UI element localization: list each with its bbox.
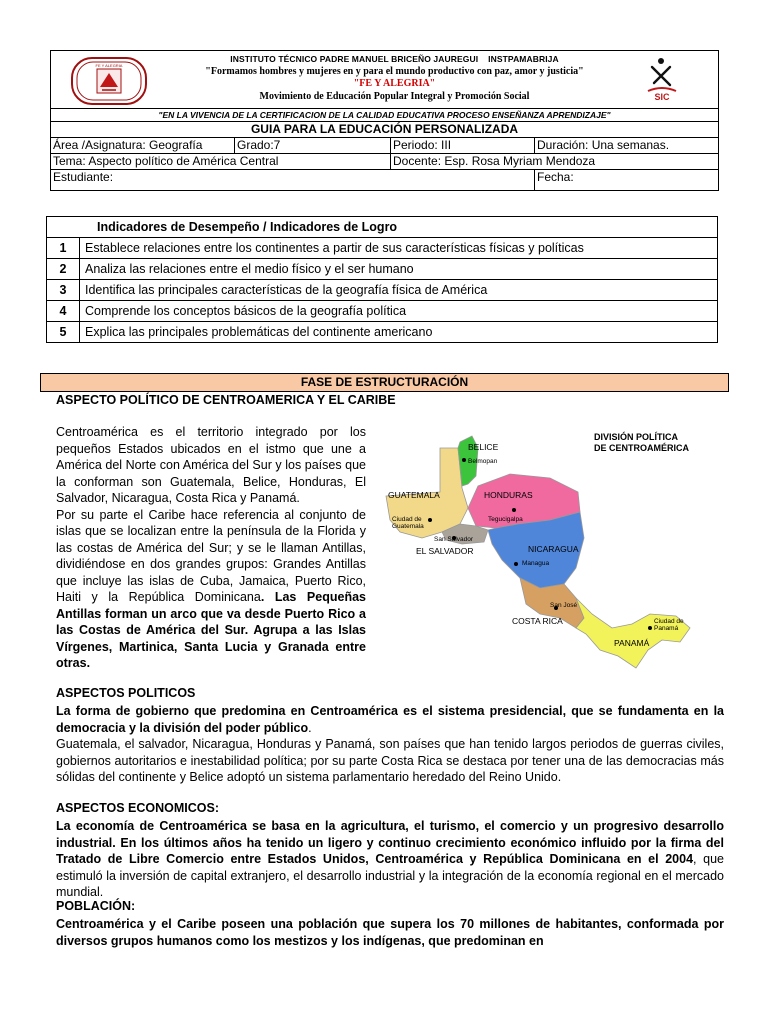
politics-paragraph: Guatemala, el salvador, Nicaragua, Honduras y Panamá, son países que han tenido largos periodos de guerras civiles, gobiernos autoritarios e inestabilidad política; por su parte Costa Rica se destaca por tener una de las democracias más sólidas del continente y Belice adoptó un sistema parlamentario heredado del Reino Unido. (56, 737, 724, 784)
section-title: ASPECTO POLÍTICO DE CENTROAMERICA Y EL CARIBE (56, 393, 396, 407)
economy-bold-text: La economía de Centroamérica se basa en la agricultura, el turismo, el comercio y un progresivo desarrollo industrial. En los últimos años ha tenido un ligero y continuo crecimiento económico influido por la firma del Tratado de Libre Comercio entre Estados Unidos, Centroamérica y República Dominicana en el 2004 (56, 819, 724, 866)
sic-logo (644, 55, 680, 103)
label-guatemala: GUATEMALA (388, 490, 440, 500)
map-region-panama (576, 598, 690, 668)
intro-text (56, 424, 366, 672)
indicator-row (47, 300, 717, 321)
date-field[interactable]: Fecha: (534, 170, 718, 190)
indicators-heading: Indicadores de Desempeño / Indicadores de Logro (97, 220, 398, 234)
label-ciudad-de-guatemala: Ciudad de Guatemala (392, 516, 424, 530)
population-bold-text: Centroamérica y el Caribe poseen una población que supera los 70 millones de habitantes, conformada por diversos grupos humanos como los mestizos y los indígenas, que predominan en (56, 917, 724, 948)
header-banner (51, 51, 718, 108)
intro-paragraph-1: Centroamérica es el territorio integrado por los pequeños Estados ubicados en el istmo que une a América del Norte con América del Sur y los países que la conforman son Guatemala, Belice, Honduras, El Salvador, Nicaragua, Costa Rica y Panamá. (56, 425, 366, 505)
institution-line (151, 54, 638, 64)
population-heading: POBLACIÓN: (56, 899, 136, 913)
indicator-text: Explica las principales problemáticas del continente americano (85, 325, 433, 339)
label-costa-rica: COSTA RICA (512, 616, 563, 626)
indicator-number: 3 (47, 280, 80, 300)
area-field: Área /Asignatura: Geografía (53, 138, 203, 152)
intro-paragraph-2-bold: . Las Pequeñas Antillas forman un arco que va desde Puerto Rico a las Costas de América del Sur. Agrupa a las Islas Vírgenes, Martinica, Santa Lucia y Granada entre otras. (56, 590, 366, 670)
label-nicaragua: NICARAGUA (528, 544, 579, 554)
economy-heading: ASPECTOS ECONOMICOS: (56, 801, 219, 815)
label-managua: Managua (522, 560, 550, 567)
intro-paragraph-2 (56, 507, 366, 672)
population-text (56, 916, 724, 949)
info-row-1 (51, 137, 718, 153)
politics-paragraph-bold (56, 703, 724, 736)
institution-acronym: INSTPAMABRIJA (488, 54, 559, 64)
map-title: DIVISIÓN POLÍTICA DE CENTROAMÉRICA (594, 432, 690, 453)
guide-title: GUIA PARA LA EDUCACIÓN PERSONALIZADA (51, 121, 718, 137)
indicator-number: 4 (47, 301, 80, 321)
politics-heading: ASPECTOS POLITICOS (56, 686, 196, 700)
certification-motto: "EN LA VIVENCIA DE LA CERTIFICACION DE LA CALIDAD EDUCATIVA PROCESO ENSEÑANZA APRENDIZAJE" (51, 108, 718, 121)
institution-motto: "FE Y ALEGRIA" (353, 78, 436, 89)
politics-text (56, 703, 724, 786)
label-belize: BELICE (468, 442, 499, 452)
teacher-field: Docente: Esp. Rosa Myriam Mendoza (390, 154, 718, 169)
phase-banner: FASE DE ESTRUCTURACIÓN (40, 373, 729, 392)
capital-dot-guatemala (428, 518, 432, 522)
indicator-row (47, 237, 717, 258)
indicator-row (47, 321, 717, 342)
label-honduras: HONDURAS (484, 490, 533, 500)
sic-logo-text: SIC (654, 92, 670, 102)
indicator-text: Identifica las principales características de la geografía física de América (85, 283, 488, 297)
economy-text (56, 818, 724, 901)
info-row-2 (51, 153, 718, 169)
economy-normal-text: , que estimuló la inversión de capital extranjero, el desarrollo industrial y la integración de la economía regional en el mercado mundial. (56, 852, 724, 899)
school-crest-logo (71, 57, 147, 105)
central-america-map (380, 428, 720, 678)
institution-name: INSTITUTO TÉCNICO PADRE MANUEL BRICEÑO JAUREGUI (230, 54, 479, 64)
capital-dot-managua (514, 562, 518, 566)
label-tegucigalpa: Tegucigalpa (488, 516, 523, 523)
institution-movement: Movimiento de Educación Popular Integral y Promoción Social (259, 91, 530, 102)
duration-field: Duración: Una semanas. (534, 138, 718, 153)
indicator-text: Analiza las relaciones entre el medio físico y el ser humano (85, 262, 414, 276)
indicator-number: 2 (47, 259, 80, 279)
capital-dot-panama (648, 626, 652, 630)
capital-dot-belmopan (462, 458, 466, 462)
indicators-table (46, 216, 718, 343)
label-ciudad-de-panama: Ciudad de Panamá (654, 618, 684, 632)
label-el-salvador: EL SALVADOR (416, 546, 474, 556)
capital-dot-tegucigalpa (512, 508, 516, 512)
indicator-row (47, 258, 717, 279)
indicator-number: 1 (47, 238, 80, 258)
grade-field: Grado:7 (234, 138, 390, 153)
indicator-row (47, 279, 717, 300)
topic-field: Tema: Aspecto político de América Central (53, 154, 279, 168)
label-san-jose: San José (550, 602, 578, 609)
period-field: Periodo: III (390, 138, 534, 153)
politics-bold-end: . (308, 720, 312, 735)
indicator-text: Comprende los conceptos básicos de la geografía política (85, 304, 407, 318)
institution-slogan: "Formamos hombres y mujeres en y para el mundo productivo con paz, amor y justicia" (205, 66, 584, 77)
header-text-block (151, 54, 638, 102)
student-field[interactable]: Estudiante: (53, 170, 114, 184)
document-header (50, 50, 719, 191)
indicator-number: 5 (47, 322, 80, 342)
indicator-text: Establece relaciones entre los continentes a partir de sus características físicas y políticas (85, 241, 584, 255)
crest-text: FE Y ALEGRIA (95, 63, 123, 68)
label-panama: PANAMÁ (614, 638, 650, 648)
intro-paragraph-2-normal: Por su parte el Caribe hace referencia al conjunto de islas que se localizan entre la península de la Florida y las costas de América del Sur; y se le llaman Antillas, dividiéndose en dos grandes grupos: Grandes Antillas que incluye las islas de Cuba, Jamaica, Puerto Rico, Haiti y la República Dominicana (56, 507, 366, 604)
politics-bold-text: La forma de gobierno que predomina en Centroamérica es el sistema presidencial, que se fundamenta en la democracia y la división del poder público (56, 704, 724, 735)
label-belmopan: Belmopan (468, 458, 498, 465)
info-row-3 (51, 169, 718, 190)
label-san-salvador: San Salvador (434, 536, 474, 543)
